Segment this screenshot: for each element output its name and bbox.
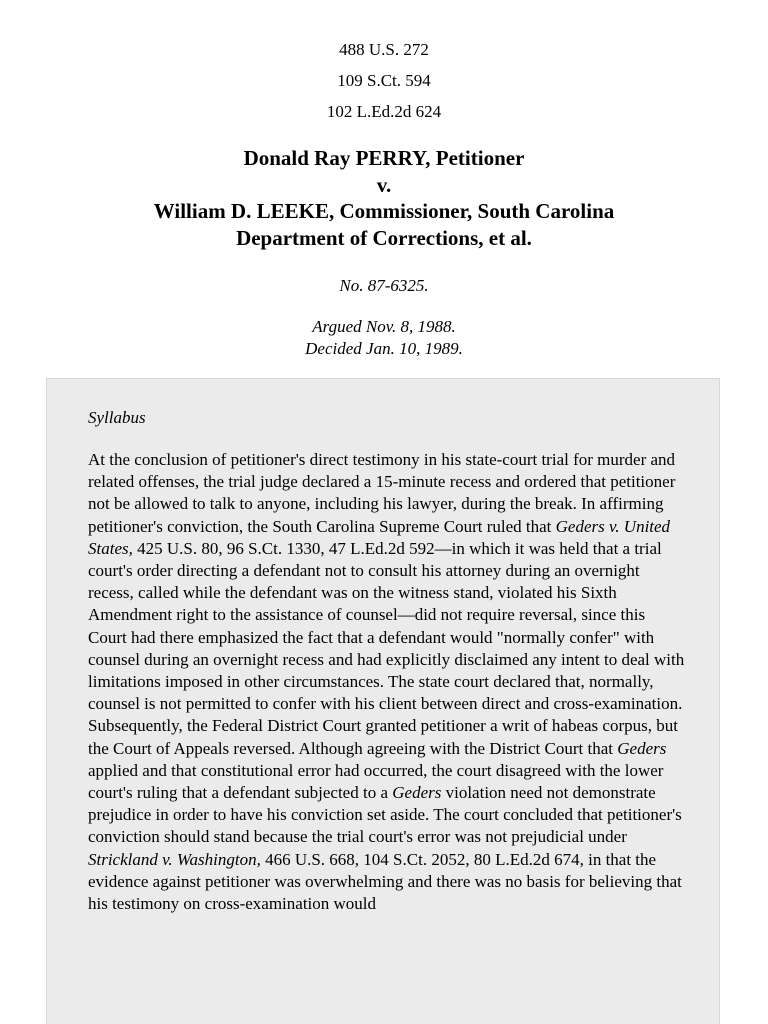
citation-lawyers-edition: 102 L.Ed.2d 624 <box>326 102 442 121</box>
syllabus-text-segment: 425 U.S. 80, 96 S.Ct. 1330, 47 L.Ed.2d 592—in which it was held that a trial court's order directing a defendant not to consult his attorney during an overnight recess, called while the defendant was on the witness stand, violated his Sixth Amendment right to the assistance of counsel—did not require reversal, since this Court had there emphasized the fact that a defendant would "normally confer" with counsel during an overnight recess and had explicitly disclaimed any intent to deal with limitations imposed in other circumstances. The state court declared that, normally, counsel is not permitted to confer with his client between direct and cross-examination. Subsequently, the Federal District Court granted petitioner a writ of habeas corpus, but the Court of Appeals reversed. Although agreeing with the District Court that <box>88 538 685 758</box>
case-citation-geders-v-united-states: Geders v. United States, <box>88 516 671 558</box>
case-title-versus: v. <box>376 172 392 197</box>
case-title <box>0 145 768 251</box>
case-citation-strickland-v-washington: Strickland v. Washington, <box>88 849 261 869</box>
syllabus-paragraph <box>88 449 688 915</box>
syllabus-heading: Syllabus <box>88 408 146 427</box>
case-name-geders: Geders <box>617 738 667 758</box>
citation-us-reports: 488 U.S. 272 <box>339 40 429 59</box>
argued-date: Argued Nov. 8, 1988. <box>312 317 456 336</box>
decided-date: Decided Jan. 10, 1989. <box>305 339 463 358</box>
docket-number: No. 87-6325. <box>339 276 429 295</box>
syllabus-text-segment: 466 U.S. 668, 104 S.Ct. 2052, 80 L.Ed.2d 674, in that the evidence against petitioner was overwhelming and there was no basis for believing that his testimony on cross-examination would <box>88 849 682 914</box>
syllabus-text-segment: violation need not demonstrate prejudice in order to have his conviction set aside. The court concluded that petitioner's conviction should stand because the trial court's error was not prejudicial under <box>88 783 682 847</box>
citation-supreme-court-reporter: 109 S.Ct. 594 <box>337 71 431 90</box>
syllabus-text-segment: applied and that constitutional error had occurred, the court disagreed with the lower court's ruling that a defendant subjected to a <box>88 760 664 803</box>
case-title-respondent-continued: Department of Corrections, et al. <box>236 225 532 250</box>
case-title-respondent: William D. LEEKE, Commissioner, South Carolina <box>153 199 615 223</box>
case-title-petitioner: Donald Ray PERRY, Petitioner <box>243 146 525 170</box>
case-dates <box>0 316 768 360</box>
syllabus-box <box>46 378 720 1024</box>
citation-block <box>0 34 768 127</box>
case-name-geders: Geders <box>392 783 442 803</box>
syllabus-text-segment: At the conclusion of petitioner's direct testimony in his state-court trial for murder and related offenses, the trial judge declared a 15-minute recess and ordered that petitioner not be allowed to talk to anyone, including his lawyer, during the break. In affirming petitioner's conviction, the South Carolina Supreme Court ruled that <box>88 450 676 536</box>
